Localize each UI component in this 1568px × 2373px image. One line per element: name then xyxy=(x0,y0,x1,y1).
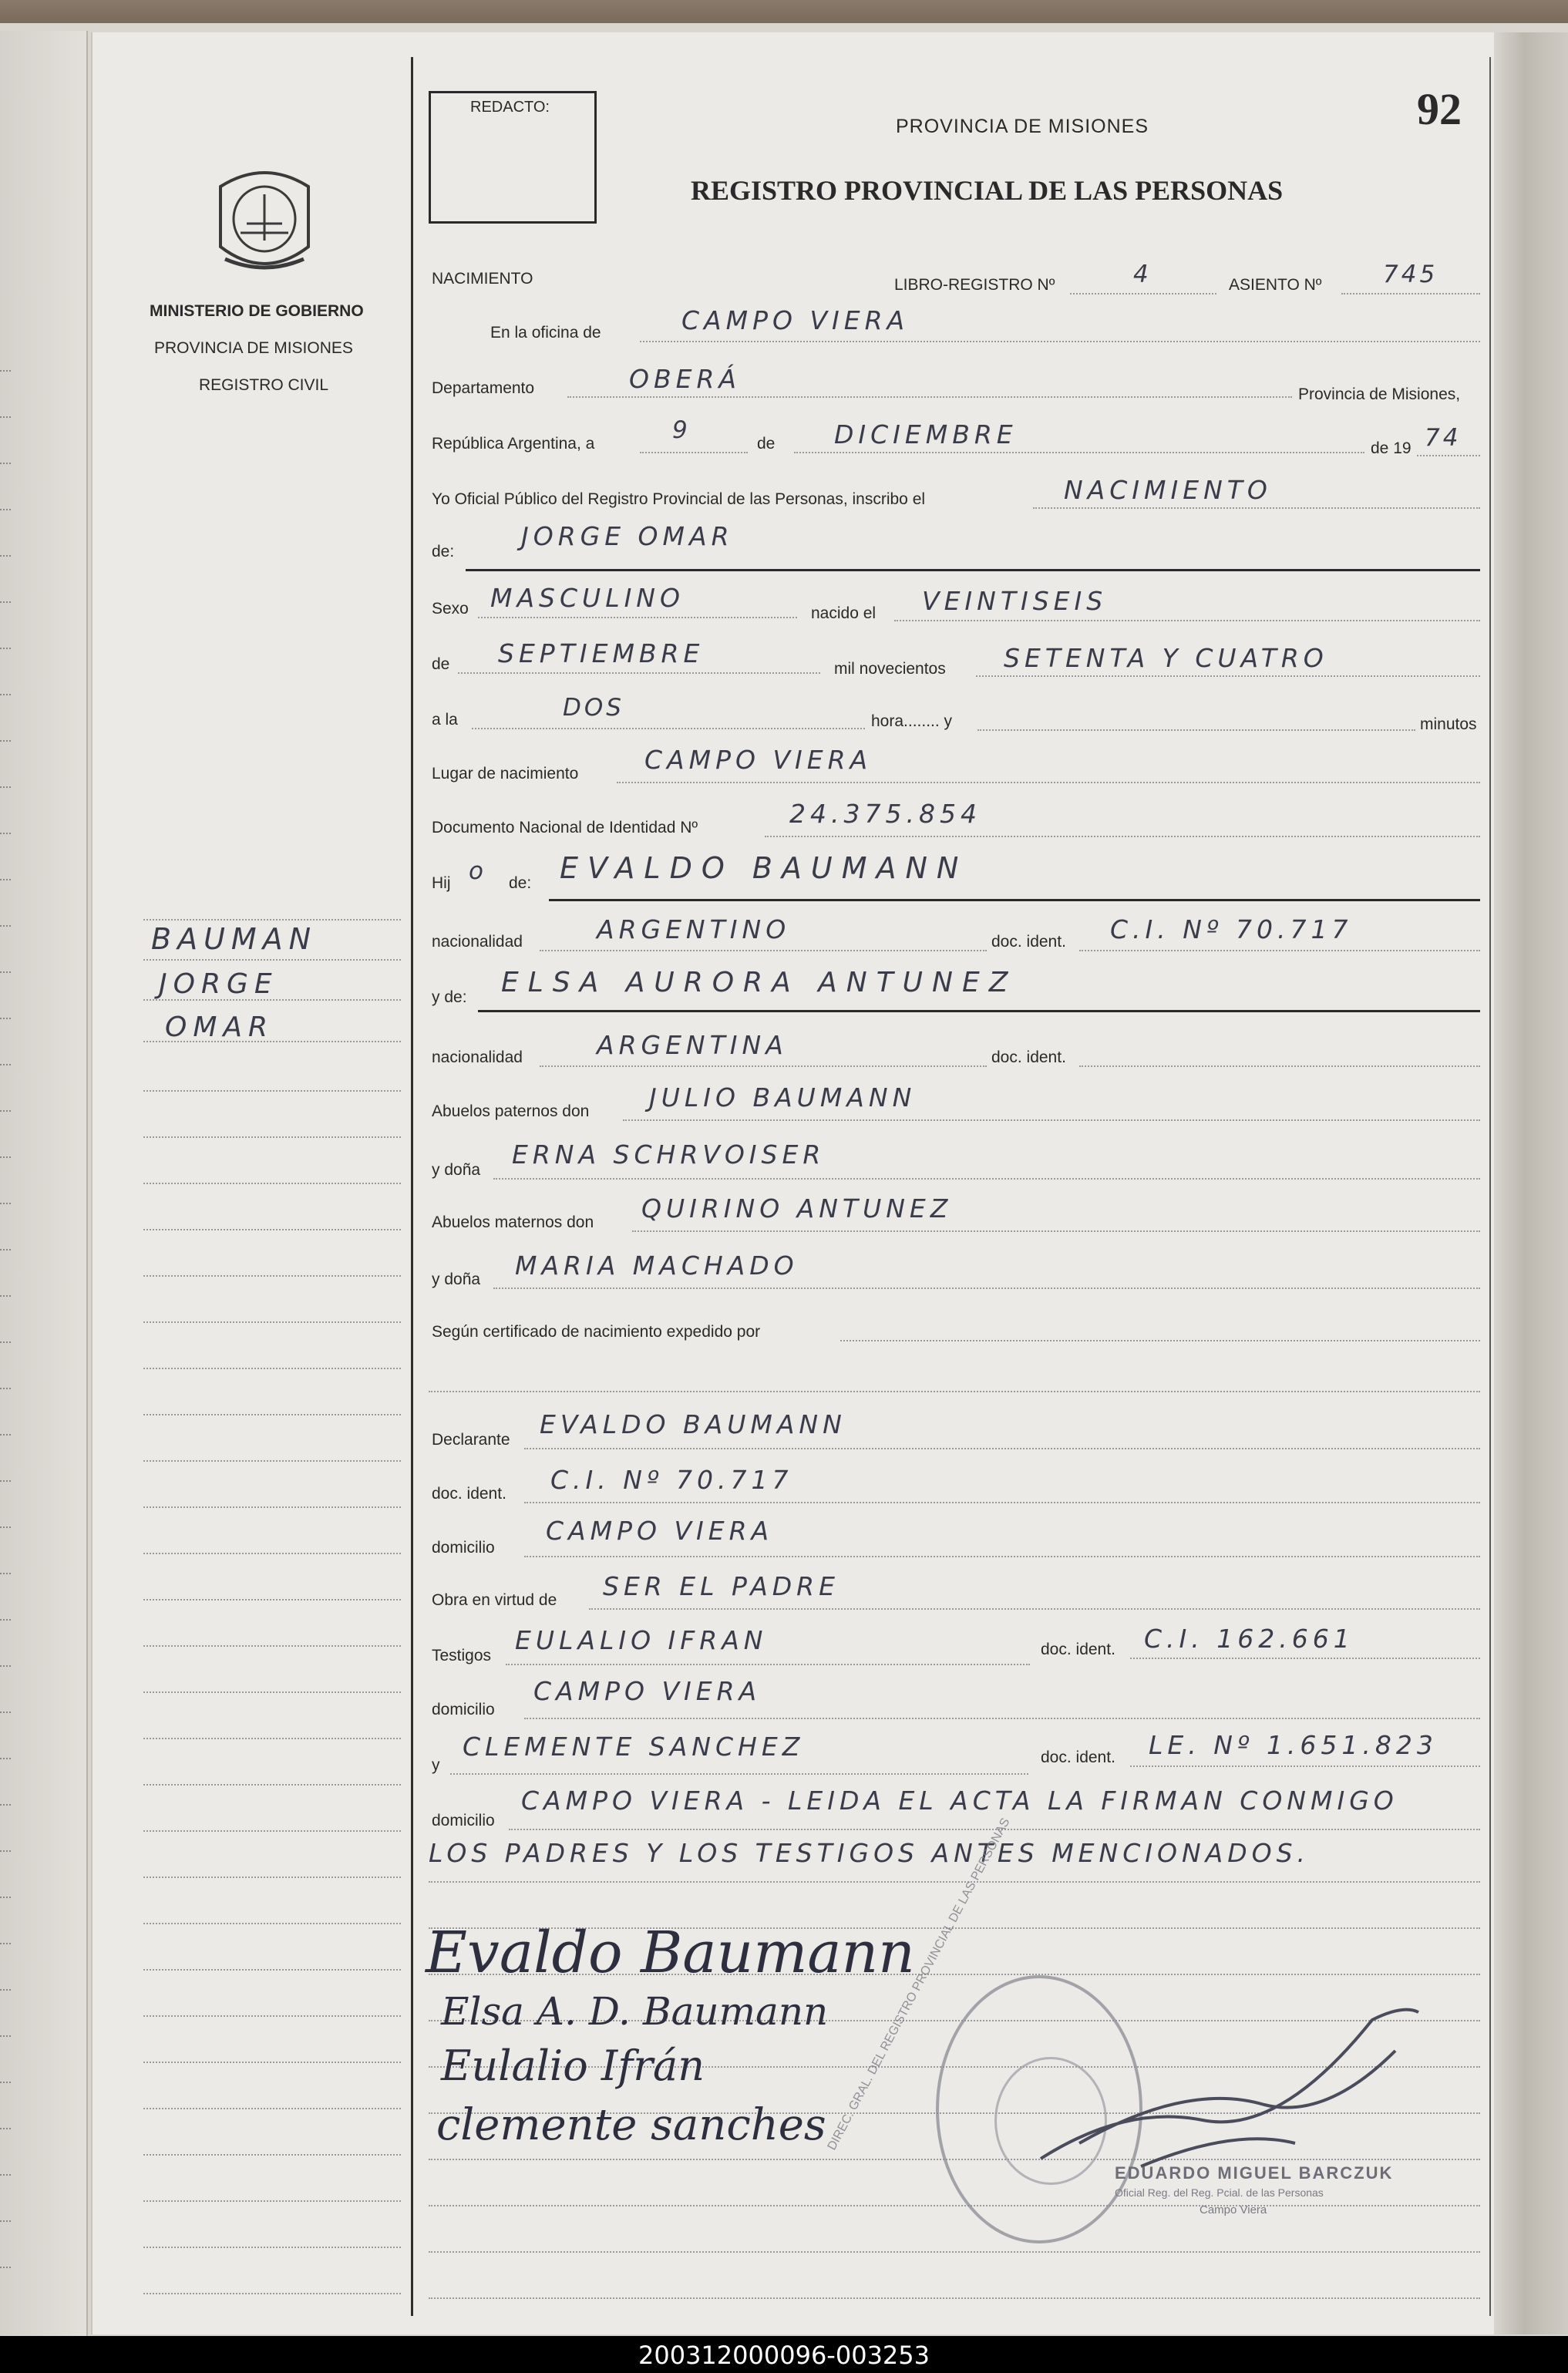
y-dona-label-2: y doña xyxy=(432,1271,481,1288)
margin-name-surname: BAUMAN xyxy=(151,922,318,956)
stamp-officer-name: EDUARDO MIGUEL BARCZUK xyxy=(1115,2163,1394,2183)
right-rule xyxy=(1489,57,1491,2316)
father-name-value: EVALDO BAUMANN xyxy=(560,851,968,885)
margin-rule xyxy=(411,57,413,2316)
birth-year-value: SETENTA Y CUATRO xyxy=(1004,643,1328,673)
mil-novecientos-label: mil novecientos xyxy=(834,660,946,678)
nacionalidad-label-2: nacionalidad xyxy=(432,1048,523,1066)
hora-label: hora........ y xyxy=(871,712,953,730)
departamento-label: Departamento xyxy=(432,379,535,397)
year-value: 74 xyxy=(1425,424,1462,452)
sexo-label: Sexo xyxy=(432,600,469,618)
oficina-value: CAMPO VIERA xyxy=(681,305,910,335)
doc-ident-label-1: doc. ident. xyxy=(991,933,1066,951)
paternal-grandmother-value: ERNA SCHRVOISER xyxy=(512,1139,826,1170)
act-value: NACIMIENTO xyxy=(1064,475,1272,505)
civil-registry-label: REGISTRO CIVIL xyxy=(199,376,329,394)
witness2-address-value: CAMPO VIERA - LEIDA EL ACTA LA FIRMAN CONMIGO xyxy=(521,1786,1398,1816)
province-name-left: PROVINCIA DE MISIONES xyxy=(154,339,353,357)
libro-value: 4 xyxy=(1133,261,1152,288)
registry-title: REGISTRO PROVINCIAL DE LAS PERSONAS xyxy=(691,175,1284,206)
folio-number: 92 xyxy=(1417,84,1462,134)
day-value: 9 xyxy=(672,416,691,444)
asiento-label: ASIENTO Nº xyxy=(1229,276,1322,294)
official-signature-scribble xyxy=(1033,1989,1434,2174)
abuelos-paternos-label: Abuelos paternos don xyxy=(432,1102,590,1120)
minutos-label: minutos xyxy=(1420,715,1477,733)
nacionalidad-label-1: nacionalidad xyxy=(432,933,523,951)
witness1-name-value: EULALIO IFRAN xyxy=(515,1625,768,1655)
image-id: 200312000096-003253 xyxy=(638,2341,930,2370)
witness2-doc-value: LE. Nº 1.651.823 xyxy=(1149,1730,1438,1760)
sex-value: MASCULINO xyxy=(490,583,685,613)
father-nationality-value: ARGENTINO xyxy=(597,914,791,944)
ministry-name: MINISTERIO DE GOBIERNO xyxy=(150,302,364,320)
month-value: DICIEMBRE xyxy=(834,419,1018,449)
y-de-label: y de: xyxy=(432,988,467,1006)
stamp-officer-place: Campo Viera xyxy=(1200,2203,1267,2216)
doc-ident-label-2: doc. ident. xyxy=(991,1048,1066,1066)
redacto-label: REDACTO: xyxy=(470,99,550,116)
testigos-label: Testigos xyxy=(432,1647,492,1664)
y-label: y xyxy=(432,1756,440,1774)
yo-oficial-label: Yo Oficial Público del Registro Provincial de las Personas, inscribo el xyxy=(432,490,926,508)
birth-place-value: CAMPO VIERA xyxy=(644,745,873,775)
province-title: PROVINCIA DE MISIONES xyxy=(896,116,1149,137)
dni-label: Documento Nacional de Identidad Nº xyxy=(432,819,698,836)
image-id-bar xyxy=(0,2336,1568,2373)
margin-name-first: JORGE xyxy=(159,968,278,1000)
signature-witness2: clemente sanches xyxy=(436,2100,826,2150)
closing-text: LOS PADRES Y LOS TESTIGOS ANTES MENCIONADOS. xyxy=(429,1838,1311,1868)
father-doc-value: C.I. Nº 70.717 xyxy=(1110,914,1353,944)
lugar-label: Lugar de nacimiento xyxy=(432,765,579,783)
segun-label: Según certificado de nacimiento expedido por xyxy=(432,1323,761,1341)
obra-value: SER EL PADRE xyxy=(603,1571,840,1601)
departamento-value: OBERÁ xyxy=(629,364,741,394)
provincia-misiones-label: Provincia de Misiones, xyxy=(1298,385,1461,403)
signature-mother: Elsa A. D. Baumann xyxy=(441,1989,829,2034)
de-label-1: de xyxy=(757,435,776,453)
name-label: de: xyxy=(432,543,455,560)
margin-name-second: OMAR xyxy=(165,1011,274,1043)
mother-name-value: ELSA AURORA ANTUNEZ xyxy=(501,967,1018,998)
a-la-label: a la xyxy=(432,711,458,729)
witness1-address-value: CAMPO VIERA xyxy=(533,1676,762,1706)
de-label-2: de xyxy=(432,655,450,673)
de-19-label: de 19 xyxy=(1371,439,1412,457)
left-page-edge xyxy=(0,31,88,2336)
declarant-doc-value: C.I. Nº 70.717 xyxy=(550,1465,793,1495)
domicilio-label-3: domicilio xyxy=(432,1812,495,1829)
y-dona-label-1: y doña xyxy=(432,1161,481,1179)
declarante-label: Declarante xyxy=(432,1431,510,1449)
stamp-officer-title: Oficial Reg. del Reg. Pcial. de las Personas xyxy=(1115,2186,1324,2199)
seal-ring-text: DIREC. GRAL. DEL REGISTRO PROVINCIAL DE LAS PERSONAS xyxy=(825,1816,1013,2153)
birth-day-value: VEINTISEIS xyxy=(922,586,1108,616)
act-type-label: NACIMIENTO xyxy=(432,270,533,288)
signature-father: Evaldo Baumann xyxy=(426,1920,915,1986)
obra-label: Obra en virtud de xyxy=(432,1591,557,1609)
declarant-address-value: CAMPO VIERA xyxy=(546,1516,774,1546)
right-page-stack xyxy=(1494,32,1568,2334)
abuelos-maternos-label: Abuelos maternos don xyxy=(432,1213,594,1231)
birth-month-value: SEPTIEMBRE xyxy=(498,638,705,668)
oficina-label: En la oficina de xyxy=(490,324,601,342)
asiento-value: 745 xyxy=(1383,261,1438,288)
hij-de-label: de: xyxy=(509,874,532,892)
child-name-value: JORGE OMAR xyxy=(521,521,734,551)
witness2-name-value: CLEMENTE SANCHEZ xyxy=(463,1732,805,1762)
witness1-doc-value: C.I. 162.661 xyxy=(1144,1624,1354,1654)
signature-witness1: Eulalio Ifrán xyxy=(441,2041,705,2090)
libro-label: LIBRO-REGISTRO Nº xyxy=(894,276,1055,294)
nacido-el-label: nacido el xyxy=(811,604,877,622)
declarant-name-value: EVALDO BAUMANN xyxy=(540,1409,846,1439)
doc-ident-label-5: doc. ident. xyxy=(1041,1749,1115,1766)
domicilio-label-2: domicilio xyxy=(432,1701,495,1718)
doc-ident-label-4: doc. ident. xyxy=(1041,1641,1115,1658)
maternal-grandmother-value: MARIA MACHADO xyxy=(515,1250,799,1281)
maternal-grandfather-value: QUIRINO ANTUNEZ xyxy=(641,1193,953,1224)
hour-value: DOS xyxy=(563,694,624,722)
doc-ident-label-3: doc. ident. xyxy=(432,1485,506,1503)
hij-suffix-value: o xyxy=(469,857,486,885)
hij-label: Hij xyxy=(432,874,451,892)
domicilio-label-1: domicilio xyxy=(432,1539,495,1557)
dni-value: 24.375.854 xyxy=(789,799,981,829)
mother-nationality-value: ARGENTINA xyxy=(597,1030,788,1060)
paternal-grandfather-value: JULIO BAUMANN xyxy=(649,1082,917,1112)
coat-of-arms-icon xyxy=(210,163,319,281)
republica-label: República Argentina, a xyxy=(432,435,595,453)
